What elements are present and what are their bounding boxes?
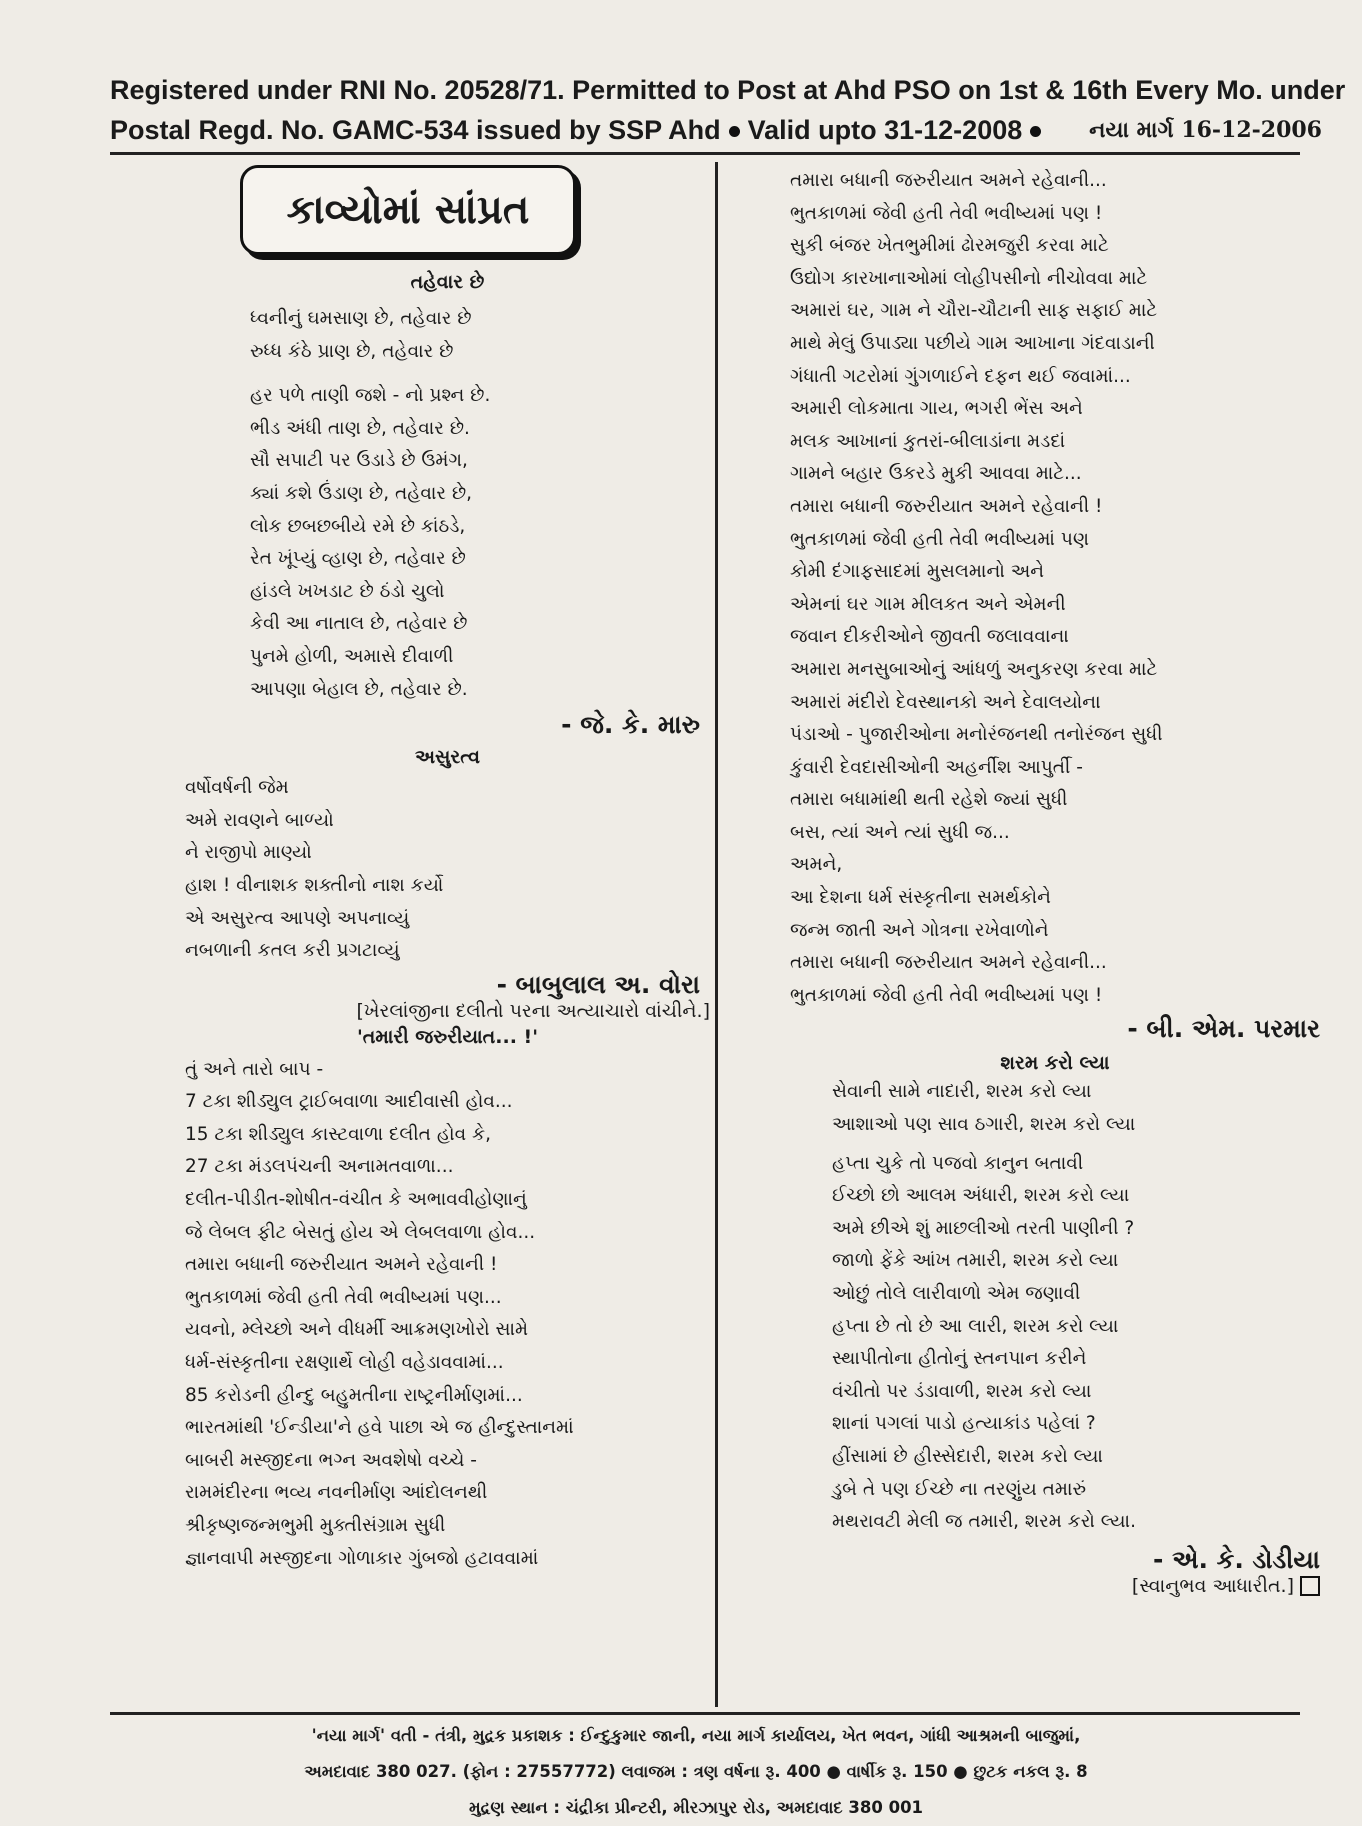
- bullet-icon: [1030, 126, 1041, 137]
- poem-line: કુંવારી દેવદાસીઓની અહર્નીશ આપુર્તી -: [790, 756, 1083, 778]
- poem-line: ને રાજીપો માણ્યો: [185, 842, 312, 864]
- poem-line: 7 ટકા શીડ્યુલ ટ્રાઈબવાળા આદીવાસી હોવ...: [185, 1091, 513, 1113]
- poem-line: યવનો, મ્લેચ્છો અને વીધર્મી આક્રમણખોરો સામે: [185, 1319, 529, 1341]
- poem-line: જન્મ જાતી અને ગોત્રના રખેવાળોને: [790, 919, 1049, 941]
- poem-line: વંચીતો પર ડંડાવાળી, શરમ કરો લ્યા: [832, 1380, 1092, 1402]
- poem-author: - જે. કે. મારુ: [561, 710, 700, 740]
- poem-line: હપ્તા છે તો છે આ લારી, શરમ કરો લ્યા: [832, 1315, 1119, 1337]
- postal-regd: Postal Regd. No. GAMC-534 issued by SSP Ahd: [110, 115, 721, 145]
- poem-line: શાનાં પગલાં પાડો હત્યાકાંડ પહેલાં ?: [832, 1413, 1096, 1435]
- poem-line: હાશ ! વીનાશક શક્તીનો નાશ કર્યો: [185, 874, 444, 896]
- poem-author: - બાબુલાલ અ. વોરા: [496, 969, 700, 999]
- poem-line: દલીત-પીડીત-શોષીત-વંચીત કે અભાવવીહોણાનું: [185, 1189, 527, 1211]
- footer-line-1: 'નયા માર્ગ' વતી - તંત્રી, મુદ્રક પ્રકાશક : ઈન્દુકુમાર જાની, નયા માર્ગ કાર્યાલય, ખેત ભવન, ગાંધી આશ્રમની બાજુમાં,: [311, 1726, 1081, 1745]
- poem-line: ક્યાં કશે ઉંડાણ છે, તહેવાર છે,: [250, 482, 473, 504]
- poem-line: 15 ટકા શીડ્યુલ કાસ્ટવાળા દલીત હોવ કે,: [185, 1123, 491, 1145]
- poem-line: ગંધાતી ગટરોમાં ગુંગળાઈને દફન થઈ જવામાં...: [790, 365, 1131, 387]
- poem-line: હપ્તા ચુકે તો પજવો કાનુન બતાવી: [832, 1152, 1084, 1174]
- poem-note: [ખેરલાંજીના દલીતો પરના અત્યાચારો વાંચીને.]: [356, 999, 710, 1022]
- poem-line: તમારા બધાની જરુરીયાત અમને રહેવાની...: [790, 170, 1107, 191]
- poem-line: પુનમે હોળી, અમાસે દીવાળી: [250, 645, 454, 667]
- poem-title: શરમ કરો લ્યા: [1000, 1052, 1110, 1075]
- poem-line: 27 ટકા મંડલપંચની અનામતવાળા...: [185, 1156, 454, 1178]
- poem-line: ગામને બહાર ઉકરડે મુકી આવવા માટે...: [790, 463, 1082, 485]
- poem-line: ભીડ અંધી તાણ છે, તહેવાર છે.: [250, 417, 470, 439]
- poem-line: 85 કરોડની હીન્દુ બહુમતીના રાષ્ટ્રનીર્માણમાં...: [185, 1384, 523, 1406]
- poem-line: સુકી બંજર ખેતભુમીમાં ઢોરમજુરી કરવા માટે: [790, 235, 1109, 257]
- poem-body: [185, 772, 710, 968]
- poem-line: તમારા બધાની જરુરીયાત અમને રહેવાની !: [185, 1254, 498, 1276]
- poem-line: અમે છીએ શું માછલીઓ તરતી પાણીની ?: [832, 1217, 1135, 1239]
- registration-header: [110, 70, 1346, 150]
- poem-line: બાબરી મસ્જીદના ભગ્ન અવશેષો વચ્ચે -: [185, 1449, 477, 1471]
- poem-line: રેત ખૂંપ્યું વ્હાણ છે, તહેવાર છે: [250, 548, 466, 570]
- poem-title: અસુરત્વ: [414, 746, 481, 769]
- poem-body: [185, 303, 710, 706]
- poem-line: એમનાં ઘર ગામ મીલકત અને એમની: [790, 593, 1066, 615]
- poem-line: જાળો ફેંકે આંખ તમારી, શરમ કરો લ્યા: [832, 1250, 1119, 1272]
- poem-line: મથરાવટી મેલી જ તમારી, શરમ કરો લ્યા.: [832, 1511, 1136, 1533]
- poem-line: ભુતકાળમાં જેવી હતી તેવી ભવીષ્યમાં પણ !: [790, 984, 1103, 1006]
- footer-rule: [110, 1712, 1300, 1715]
- poem-line: બસ, ત્યાં અને ત્યાં સુધી જ...: [790, 821, 1010, 843]
- poem-line: સ્થાપીતોના હીતોનું સ્તનપાન કરીને: [832, 1348, 1087, 1370]
- poem-line: એ અસુરત્વ આપણે અપનાવ્યું: [185, 907, 410, 929]
- poem-line: અમારી લોકમાતા ગાય, ભગરી ભેંસ અને: [790, 398, 1083, 420]
- bullet-icon: [729, 126, 740, 137]
- poem-body: [185, 1054, 710, 1576]
- poem-line: અમને,: [790, 854, 843, 876]
- poem-body: [790, 165, 1320, 1012]
- masthead-date: નયા માર્ગ 16-12-2006: [1089, 117, 1322, 143]
- header-rule: [110, 152, 1300, 155]
- header-line-2: [110, 110, 1322, 150]
- poem-line: સેવાની સામે નાદારી, શરમ કરો લ્યા: [832, 1081, 1092, 1103]
- footer-line-3: મુદ્રણ સ્થાન : ચંદ્રીકા પ્રીન્ટરી, મીરઝાપુર રોડ, અમદાવાદ 380 001: [468, 1798, 924, 1817]
- valid-upto: Valid upto 31-12-2008: [747, 115, 1023, 145]
- poem-line: જવાન દીકરીઓને જીવતી જલાવવાના: [790, 626, 1069, 648]
- poem-body: [790, 1076, 1320, 1538]
- poem-line: કોમી દંગાફસાદમાં મુસલમાનો અને: [790, 561, 1045, 583]
- poem-line: અમે રાવણને બાળ્યો: [185, 809, 334, 831]
- poem-line: ભારતમાંથી 'ઈન્ડીયા'ને હવે પાછા એ જ હીન્દુસ્તાનમાં: [185, 1417, 574, 1439]
- stanza-gap: [250, 368, 710, 380]
- poem-line: હાંડલે ખખડાટ છે ઠંડો ચુલો: [250, 580, 445, 602]
- poem-line: ધર્મ-સંસ્કૃતીના રક્ષણાર્થે લોહી વહેડાવવામાં...: [185, 1352, 504, 1374]
- poem-note: [સ્વાનુભવ આધારીત.]: [1131, 1574, 1294, 1597]
- poem-line: હીંસામાં છે હીસ્સેદારી, શરમ કરો લ્યા: [832, 1445, 1103, 1467]
- poem-line: પંડાઓ - પુજારીઓના મનોરંજનથી તનોરંજન સુધી: [790, 724, 1163, 746]
- poem-line: અમારાં ઘર, ગામ ને ચૌરા-ચૌટાની સાફ સફાઈ માટે: [790, 300, 1158, 322]
- imprint-footer: [120, 1718, 1272, 1826]
- header-line-1: Registered under RNI No. 20528/71. Permitted to Post at Ahd PSO on 1st & 16th Every Mo. under: [110, 75, 1346, 105]
- poem-author: - એ. કે. ડોડીયા: [1153, 1544, 1320, 1574]
- poem-line: હર પળે તાણી જશે - નો પ્રશ્ન છે.: [250, 385, 491, 407]
- poem-line: તું અને તારો બાપ -: [185, 1058, 324, 1080]
- right-column: [790, 165, 1320, 1597]
- poem-line: ધ્વનીનું ઘમસાણ છે, તહેવાર છે: [250, 308, 472, 329]
- poem-line: ઉદ્યોગ કારખાનાઓમાં લોહીપસીનો નીચોવવા માટે: [790, 267, 1148, 289]
- poem-line: આશાઓ પણ સાવ ઠગારી, શરમ કરો લ્યા: [832, 1114, 1136, 1136]
- poem-title: 'તમારી જરુરીયાત... !': [356, 1025, 539, 1048]
- poem-line: ડુબે તે પણ ઈચ્છે ના તરણુંય તમારું: [832, 1478, 1087, 1500]
- poem-line: ઈચ્છો છો આલમ અંધારી, શરમ કરો લ્યા: [832, 1185, 1130, 1207]
- poem-line: લોક છબછબીયે રમે છે કાંઠડે,: [250, 515, 466, 537]
- poem-line: તમારા બધાની જરુરીયાત અમને રહેવાની...: [790, 952, 1107, 974]
- poem-line: ભુતકાળમાં જેવી હતી તેવી ભવીષ્યમાં પણ !: [790, 202, 1103, 224]
- poem-author: - બી. એમ. પરમાર: [1127, 1014, 1320, 1044]
- end-mark-icon: [1300, 1576, 1320, 1596]
- poem-title: તહેવાર છે: [410, 271, 485, 293]
- poem-line: નબળાની કતલ કરી પ્રગટાવ્યું: [185, 940, 400, 962]
- poem-line: મલક આખાનાં કુતરાં-બીલાડાંના મડદાં: [790, 430, 1066, 452]
- section-title-box: [240, 165, 576, 255]
- poem-line: રુધ્ધ કંઠે પ્રાણ છે, તહેવાર છે: [250, 340, 454, 362]
- footer-line-2: અમદાવાદ 380 027. (ફોન : 27557772) લવાજમ : ત્રણ વર્ષના રૂ. 400 ● વાર્ષીક રૂ. 150 ● છુટક નકલ રૂ. 8: [304, 1762, 1088, 1781]
- poem-line: રામમંદીરના ભવ્ય નવનીર્માણ આંદોલનથી: [185, 1482, 488, 1504]
- poem-line: અમારાં મંદીરો દેવસ્થાનકો અને દેવાલયોના: [790, 691, 1101, 713]
- poem-line: ઓછું તોલે લારીવાળો એમ જણાવી: [832, 1283, 1081, 1304]
- poem-line: કેવી આ નાતાલ છે, તહેવાર છે: [250, 613, 468, 635]
- poem-line: વર્ષોવર્ષની જેમ: [185, 777, 289, 799]
- poem-line: અમારા મનસુબાઓનું આંધળું અનુકરણ કરવા માટે: [790, 658, 1158, 680]
- poem-line: ભુતકાળમાં જેવી હતી તેવી ભવીષ્યમાં પણ: [790, 528, 1089, 550]
- poem-line: ભુતકાળમાં જેવી હતી તેવી ભવીષ્યમાં પણ...: [185, 1286, 502, 1308]
- poem-line: શ્રીકૃષ્ણજન્મભુમી મુક્તીસંગ્રામ સુધી: [185, 1515, 446, 1536]
- poem-line: તમારા બધાની જરુરીયાત અમને રહેવાની !: [790, 495, 1103, 517]
- poem-line: આ દેશના ધર્મ સંસ્કૃતીના સમર્થકોને: [790, 887, 1051, 909]
- poem-line: સૌ સપાટી પર ઉડાડે છે ઉમંગ,: [250, 450, 468, 472]
- poem-line: માથે મેલું ઉપાડ્યા પછીયે ગામ આખાના ગંદવાડાની: [790, 332, 1155, 354]
- column-divider: [715, 162, 718, 1707]
- left-column: [185, 165, 710, 1575]
- header-line-2-text: [110, 110, 1049, 150]
- poem-line: જ્ઞાનવાપી મસ્જીદના ગોળાકાર ગુંબજો હટાવવામાં: [185, 1547, 539, 1569]
- poem-line: જે લેબલ ફીટ બેસતું હોય એ લેબલવાળા હોવ...: [185, 1221, 536, 1243]
- poem-line: તમારા બધામાંથી થતી રહેશે જ્યાં સુધી: [790, 789, 1068, 811]
- poem-line: આપણા બેહાલ છે, તહેવાર છે.: [250, 678, 468, 700]
- poem-note-wrap: [790, 1575, 1320, 1597]
- section-title: કાવ્યોમાં સાંપ્રત: [286, 187, 530, 233]
